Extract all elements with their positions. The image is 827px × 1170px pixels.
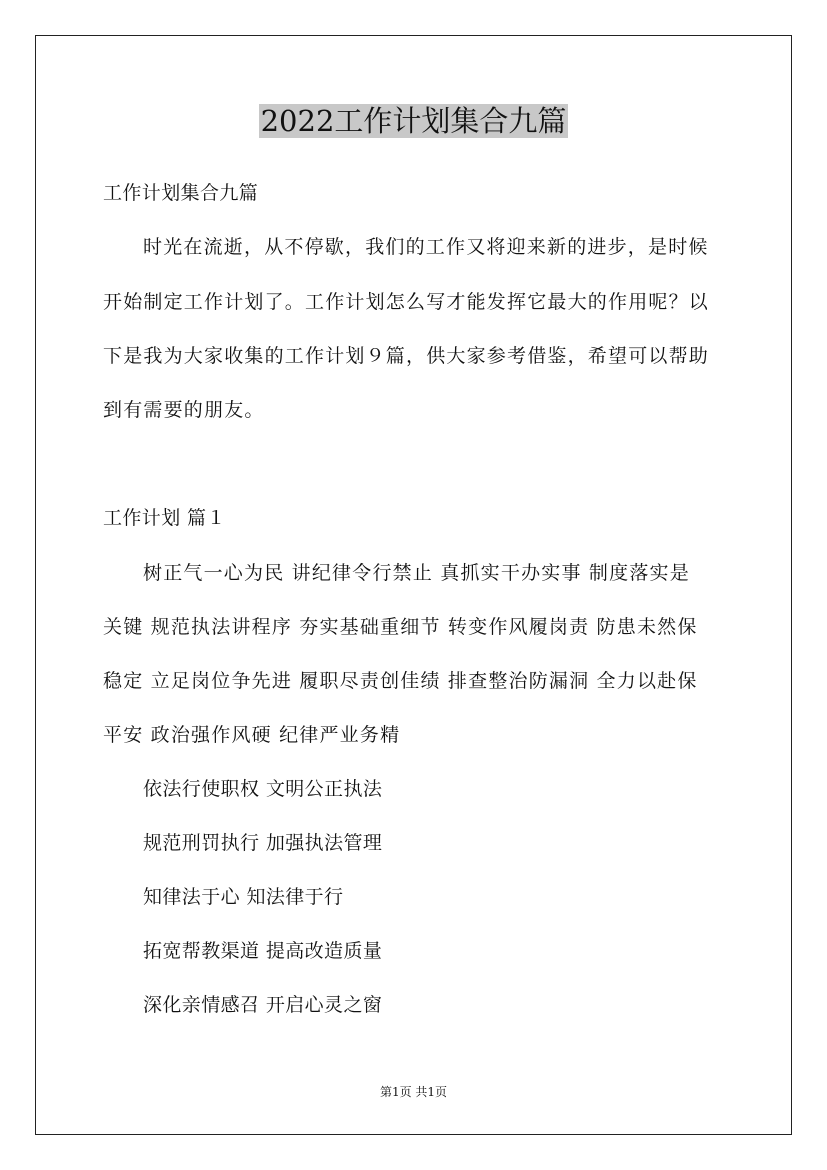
- section-line-4: 平安 政治强作风硬 纪律严业务精: [103, 724, 401, 746]
- slogan-line: 深化亲情感召 开启心灵之窗: [143, 994, 383, 1016]
- document-title-text: 2022工作计划集合九篇: [260, 104, 567, 138]
- section-line-3: 稳定 立足岗位争先进 履职尽责创佳绩 排查整治防漏洞 全力以赴保: [103, 670, 698, 692]
- section-line-2: 关键 规范执法讲程序 夯实基础重细节 转变作风履岗责 防患未然保: [103, 616, 698, 638]
- section-line-1: 树正气一心为民 讲纪律令行禁止 真抓实干办实事 制度落实是: [143, 562, 690, 584]
- document-title: [0, 100, 827, 142]
- page-footer: 第1页 共1页: [379, 1085, 448, 1099]
- intro-line-4: 到有需要的朋友。: [103, 399, 265, 421]
- intro-line-3: 下是我为大家收集的工作计划９篇，供大家参考借鉴，希望可以帮助: [103, 345, 710, 367]
- subtitle: 工作计划集合九篇: [103, 182, 259, 204]
- intro-line-2: 开始制定工作计划了。工作计划怎么写才能发挥它最大的作用呢？以: [103, 291, 710, 313]
- slogan-line: 知律法于心 知法律于行: [143, 886, 344, 908]
- slogan-line: 依法行使职权 文明公正执法: [143, 778, 383, 800]
- slogan-line: 拓宽帮教渠道 提高改造质量: [143, 940, 383, 962]
- section-heading: 工作计划 篇１: [103, 507, 226, 529]
- slogan-line: 规范刑罚执行 加强执法管理: [143, 832, 383, 854]
- intro-line-1: 时光在流逝，从不停歇，我们的工作又将迎来新的进步，是时候: [143, 236, 709, 258]
